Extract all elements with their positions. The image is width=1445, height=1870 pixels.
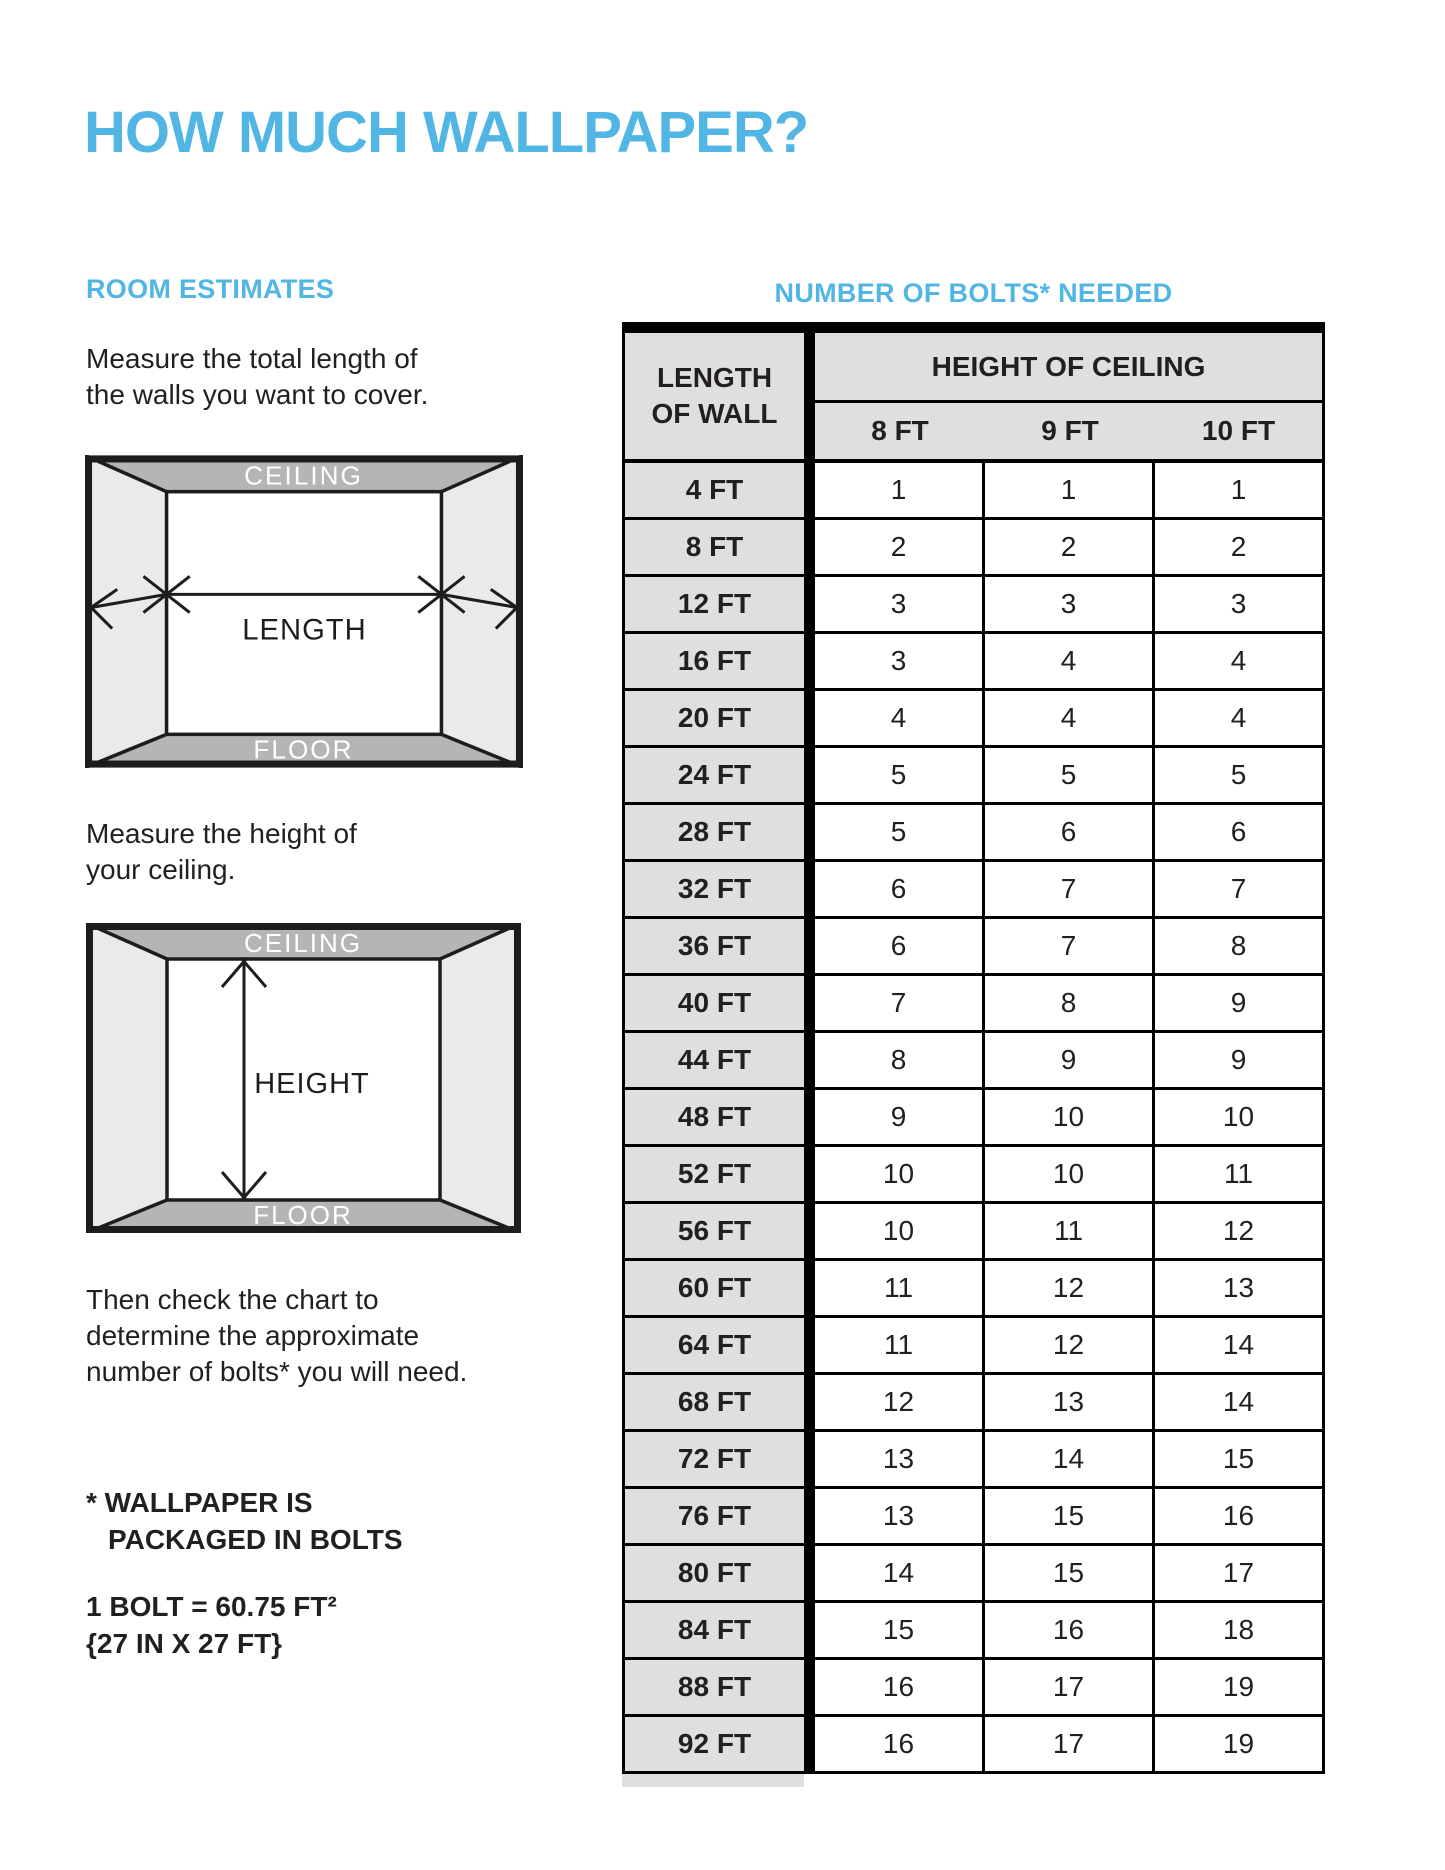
- bolt-count-cell: 15: [985, 1546, 1155, 1603]
- bolt-count-cell: 4: [985, 691, 1155, 748]
- bolt-count-cell: 15: [1155, 1432, 1325, 1489]
- step2-instruction: [86, 816, 357, 888]
- step1-line2: the walls you want to cover.: [86, 379, 429, 410]
- bolts-footnote: [86, 1484, 403, 1558]
- footnote-line1: * WALLPAPER IS: [86, 1487, 313, 1518]
- bolt-count-cell: 10: [815, 1204, 985, 1261]
- bolt-count-cell: 11: [1155, 1147, 1325, 1204]
- wall-length-row-label: 24 FT: [622, 748, 815, 805]
- bolt-count-cell: 7: [985, 862, 1155, 919]
- bolt-count-cell: 1: [1155, 463, 1325, 520]
- bolt-count-cell: 9: [985, 1033, 1155, 1090]
- bolt-count-cell: 13: [1155, 1261, 1325, 1318]
- bolt-count-cell: 13: [815, 1432, 985, 1489]
- wall-length-row-label: 68 FT: [622, 1375, 815, 1432]
- room-estimates-heading: ROOM ESTIMATES: [86, 274, 335, 304]
- column-header-10ft: 10 FT: [1155, 403, 1325, 463]
- bolt-count-cell: 2: [815, 520, 985, 577]
- step2-line2: your ceiling.: [86, 854, 236, 885]
- bolt-count-cell: 4: [1155, 634, 1325, 691]
- bolt-count-cell: 11: [985, 1204, 1155, 1261]
- wall-length-row-label: 44 FT: [622, 1033, 815, 1090]
- wall-length-row-label: 32 FT: [622, 862, 815, 919]
- wall-length-row-label: 40 FT: [622, 976, 815, 1033]
- step2-line1: Measure the height of: [86, 818, 357, 849]
- bolt-count-cell: 9: [1155, 1033, 1325, 1090]
- bolt-count-cell: 17: [985, 1660, 1155, 1717]
- bolt-count-cell: 18: [1155, 1603, 1325, 1660]
- bolt-count-cell: 9: [1155, 976, 1325, 1033]
- step3-line2: determine the approximate: [86, 1320, 420, 1351]
- bolt-count-cell: 17: [985, 1717, 1155, 1774]
- bolt-count-cell: 6: [815, 862, 985, 919]
- step1-instruction: [86, 341, 428, 413]
- bolt-count-cell: 9: [815, 1090, 985, 1147]
- step1-line1: Measure the total length of: [86, 343, 418, 374]
- bolt-count-cell: 12: [985, 1261, 1155, 1318]
- bolts-table: [622, 322, 1325, 1787]
- bolt-equation-line1: 1 BOLT = 60.75 FT²: [86, 1591, 337, 1622]
- length-of-wall-header-line1: LENGTH: [656, 362, 773, 393]
- wall-length-row-label: 64 FT: [622, 1318, 815, 1375]
- bolt-count-cell: 6: [1155, 805, 1325, 862]
- bolt-count-cell: 5: [815, 805, 985, 862]
- wall-length-row-label: 52 FT: [622, 1147, 815, 1204]
- bolt-count-cell: 5: [1155, 748, 1325, 805]
- bolt-count-cell: 10: [815, 1147, 985, 1204]
- bolt-count-cell: 14: [1155, 1318, 1325, 1375]
- bolt-count-cell: 16: [815, 1660, 985, 1717]
- bolt-count-cell: 7: [815, 976, 985, 1033]
- wall-length-row-label: 76 FT: [622, 1489, 815, 1546]
- wall-length-row-label: 80 FT: [622, 1546, 815, 1603]
- length-of-wall-header-line2: OF WALL: [651, 398, 778, 429]
- bolt-count-cell: 2: [985, 520, 1155, 577]
- bolt-count-cell: 15: [815, 1603, 985, 1660]
- column-header-9ft: 9 FT: [985, 403, 1155, 463]
- bolt-count-cell: 12: [1155, 1204, 1325, 1261]
- bolt-count-cell: 6: [815, 919, 985, 976]
- bolt-count-cell: 6: [985, 805, 1155, 862]
- room-length-diagram: [85, 455, 523, 768]
- bolt-count-cell: 5: [985, 748, 1155, 805]
- bolt-count-cell: 14: [1155, 1375, 1325, 1432]
- wall-length-row-label: 36 FT: [622, 919, 815, 976]
- page-title: HOW MUCH WALLPAPER?: [84, 99, 809, 165]
- back-wall-surface: [167, 492, 442, 735]
- wall-length-row-label: 84 FT: [622, 1603, 815, 1660]
- bolt-count-cell: 7: [1155, 862, 1325, 919]
- bolt-count-cell: 10: [1155, 1090, 1325, 1147]
- bolt-count-cell: 13: [815, 1489, 985, 1546]
- height-of-ceiling-header: HEIGHT OF CEILING: [815, 333, 1325, 403]
- wall-length-row-label: 60 FT: [622, 1261, 815, 1318]
- footnote-line2: PACKAGED IN BOLTS: [108, 1524, 403, 1555]
- bolt-count-cell: 19: [1155, 1660, 1325, 1717]
- ceiling-label: CEILING: [244, 460, 363, 491]
- bolt-count-cell: 14: [815, 1546, 985, 1603]
- step3-line1: Then check the chart to: [86, 1284, 379, 1315]
- ceiling-label: CEILING: [243, 928, 363, 958]
- bolt-count-cell: 2: [1155, 520, 1325, 577]
- bolt-count-cell: 10: [985, 1090, 1155, 1147]
- floor-label: FLOOR: [253, 734, 354, 765]
- left-wall-surface: [85, 455, 167, 767]
- bolt-count-cell: 12: [985, 1318, 1155, 1375]
- bolt-count-cell: 1: [815, 463, 985, 520]
- bolt-count-cell: 3: [815, 634, 985, 691]
- bolt-count-cell: 8: [1155, 919, 1325, 976]
- bolt-count-cell: 13: [985, 1375, 1155, 1432]
- wall-length-row-label: 72 FT: [622, 1432, 815, 1489]
- bolt-count-cell: 7: [985, 919, 1155, 976]
- bolt-count-cell: 16: [985, 1603, 1155, 1660]
- bolts-needed-heading: NUMBER OF BOLTS* NEEDED: [774, 278, 1173, 308]
- step3-instruction: [86, 1282, 467, 1390]
- wall-length-row-label: 56 FT: [622, 1204, 815, 1261]
- bolt-count-cell: 4: [1155, 691, 1325, 748]
- bolt-count-cell: 17: [1155, 1546, 1325, 1603]
- column-header-8ft: 8 FT: [815, 403, 985, 463]
- wall-length-row-label: 8 FT: [622, 520, 815, 577]
- bolt-count-cell: 4: [985, 634, 1155, 691]
- bolt-count-cell: 8: [985, 976, 1155, 1033]
- bolt-count-cell: 3: [1155, 577, 1325, 634]
- wall-length-row-label: 4 FT: [622, 463, 815, 520]
- ceiling-height-diagram: [86, 923, 521, 1233]
- wall-length-row-label: 92 FT: [622, 1717, 815, 1774]
- bolt-count-cell: 16: [1155, 1489, 1325, 1546]
- wall-length-row-label: 28 FT: [622, 805, 815, 862]
- bolt-count-cell: 3: [985, 577, 1155, 634]
- bolt-count-cell: 14: [985, 1432, 1155, 1489]
- length-of-wall-header: [622, 333, 815, 463]
- bolt-count-cell: 8: [815, 1033, 985, 1090]
- left-wall-surface: [86, 923, 167, 1233]
- right-wall-surface: [440, 923, 521, 1233]
- bolt-count-cell: 19: [1155, 1717, 1325, 1774]
- table-bottom-tab: [622, 1774, 804, 1787]
- height-label: HEIGHT: [254, 1068, 370, 1100]
- bolt-equation-line2: {27 IN X 27 FT}: [86, 1628, 283, 1659]
- bolt-count-cell: 5: [815, 748, 985, 805]
- table-top-bar: [622, 322, 1325, 333]
- bolt-count-cell: 12: [815, 1375, 985, 1432]
- right-wall-surface: [441, 455, 523, 767]
- length-label: LENGTH: [242, 614, 367, 647]
- bolt-count-cell: 3: [815, 577, 985, 634]
- bolt-count-cell: 11: [815, 1261, 985, 1318]
- step3-line3: number of bolts* you will need.: [86, 1356, 468, 1387]
- wall-length-row-label: 16 FT: [622, 634, 815, 691]
- wall-length-row-label: 12 FT: [622, 577, 815, 634]
- wall-length-row-label: 48 FT: [622, 1090, 815, 1147]
- bolt-count-cell: 1: [985, 463, 1155, 520]
- bolt-count-cell: 15: [985, 1489, 1155, 1546]
- bolt-count-cell: 11: [815, 1318, 985, 1375]
- floor-label: FLOOR: [253, 1200, 353, 1230]
- bolt-count-cell: 16: [815, 1717, 985, 1774]
- wall-length-row-label: 20 FT: [622, 691, 815, 748]
- bolt-count-cell: 10: [985, 1147, 1155, 1204]
- bolt-equation: [86, 1588, 337, 1662]
- bolt-count-cell: 4: [815, 691, 985, 748]
- wall-length-row-label: 88 FT: [622, 1660, 815, 1717]
